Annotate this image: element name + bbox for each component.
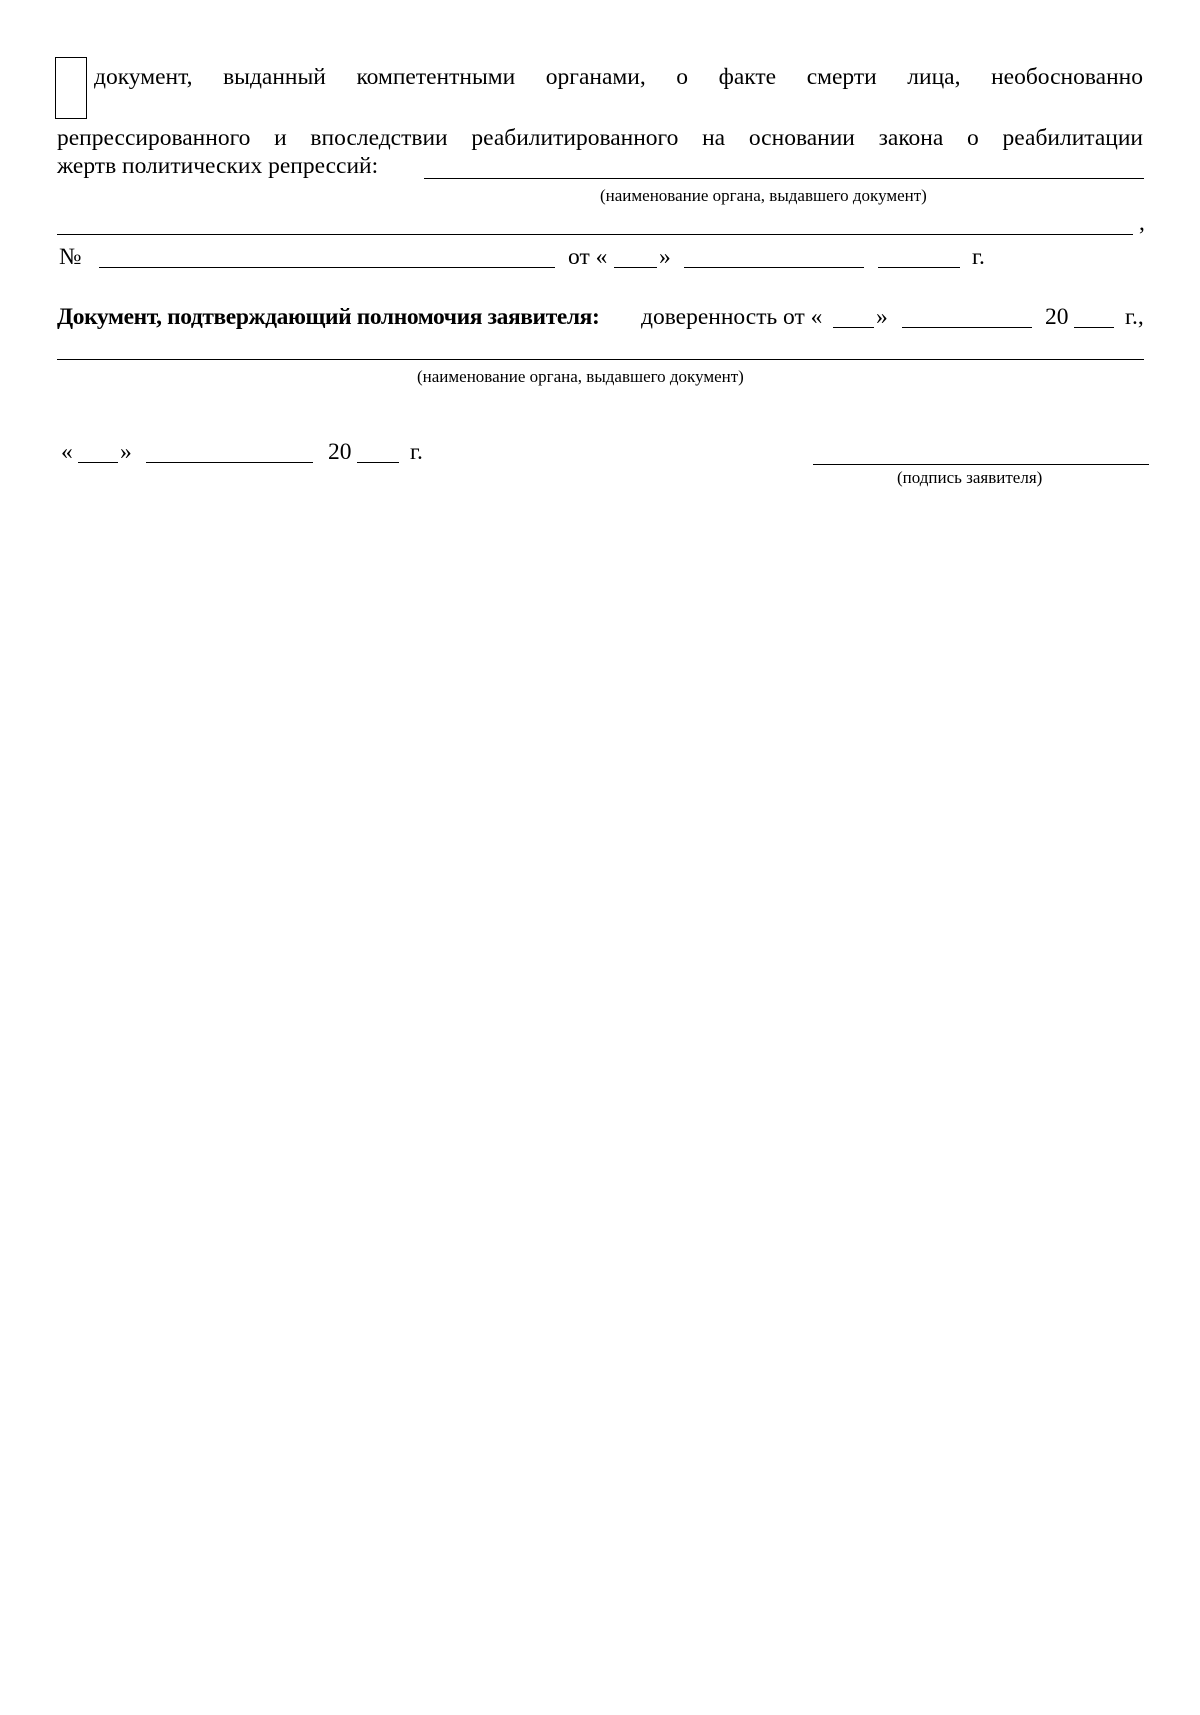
sign-quote-open: « [61,439,73,465]
poa-quote-close: » [876,304,888,330]
checkbox-death-certificate[interactable] [55,57,87,119]
text-line-3-prefix: жертв политических репрессий: [57,153,379,179]
sign-year-field[interactable] [357,433,399,463]
issuer-name-field-continued[interactable] [57,205,1133,235]
caption-issuer-1: (наименование органа, выдавшего документ) [600,186,927,205]
doc-month-field[interactable] [684,238,864,268]
doc-year-field[interactable] [878,238,960,268]
paragraph-text: репрессированного и впоследствии реабилитированного на основании закона о реабилитации [57,125,1143,151]
poa-month-field[interactable] [902,298,1032,328]
text-line-2 [57,124,1143,152]
sign-day-field[interactable] [78,433,118,463]
authority-heading: Документ, подтверждающий полномочия заявителя: [57,304,600,330]
document-number-field[interactable] [99,238,555,268]
poa-issuer-field[interactable] [57,330,1144,360]
power-of-attorney-label: доверенность от « [641,304,823,330]
poa-year-suffix: г., [1125,304,1144,330]
sign-month-field[interactable] [146,433,313,463]
poa-day-field[interactable] [833,298,874,328]
checkbox-label: документ, выданный компетентными органами, о факте смерти лица, необоснованно [94,64,1143,90]
doc-quote-close: » [659,244,671,270]
comma: , [1139,210,1145,236]
sign-year-suffix: г. [410,439,423,465]
sign-year-prefix: 20 [328,439,352,465]
issuer-name-field[interactable] [424,149,1144,179]
from-label: от « [568,244,608,270]
caption-issuer-2: (наименование органа, выдавшего документ) [417,367,744,386]
doc-day-field[interactable] [614,238,657,268]
applicant-signature-field[interactable] [813,435,1149,465]
poa-year-field[interactable] [1074,298,1114,328]
poa-year-prefix: 20 [1045,304,1069,330]
sign-quote-close: » [120,439,132,465]
caption-signature: (подпись заявителя) [897,468,1043,487]
doc-year-suffix: г. [972,244,985,270]
number-sign: № [59,244,82,270]
checkbox-label-line [94,63,1143,91]
